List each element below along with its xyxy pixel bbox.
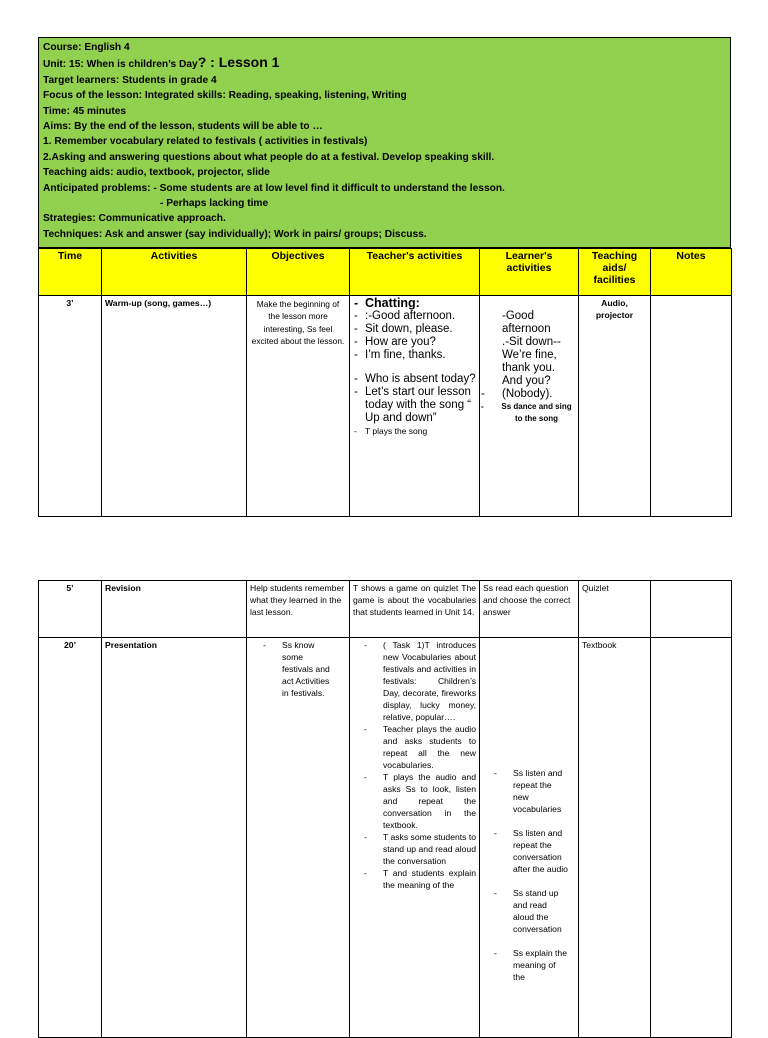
problems-line-2: - Perhaps lacking time (160, 198, 269, 210)
unit-question-mark: ? : (197, 54, 219, 71)
techniques-line: Techniques: Ask and answer (say individually); Work in pairs/ groups; Discuss. (43, 228, 427, 240)
learner-line: - Ss stand up and read aloud the conversation (493, 887, 568, 935)
revision-activity: Revision (102, 581, 247, 638)
learner-line: - Ss listen and repeat the new vocabularies (493, 767, 568, 815)
teacher-line: - How are you? (353, 336, 476, 349)
strategies-line: Strategies: Communicative approach. (43, 213, 226, 225)
col-time: Time (39, 249, 102, 296)
lesson-plan-table-continued (38, 580, 732, 1038)
unit-line (43, 55, 726, 72)
warmup-objective: Make the beginning of the lesson more interesting, Ss feel excited about the lesson. (247, 296, 350, 517)
learner-line: And you? (502, 375, 551, 387)
aims-line: Aims: By the end of the lesson, students will be able to … (43, 121, 323, 133)
teacher-line: - T and students explain the meaning of the (363, 867, 476, 891)
unit-text: Unit: 15: When is children’s Day (43, 59, 198, 71)
time-line: Time: 45 minutes (43, 105, 127, 117)
objective-line: - Ss know some festivals and act Activities in festivals. (262, 639, 332, 699)
teacher-line: - T asks some students to stand up and read aloud the conversation (363, 831, 476, 867)
warmup-activity: Warm-up (song, games…) (102, 296, 247, 517)
focus-line: Focus of the lesson: Integrated skills: Reading, speaking, listening, Writing (43, 90, 407, 102)
revision-objective: Help students remember what they learned in the last lesson. (247, 581, 350, 638)
col-learner: Learner's activities (480, 249, 579, 296)
warmup-notes (651, 296, 732, 517)
learner-line: - Ss dance and sing to the song (480, 401, 575, 425)
presentation-activity: Presentation (102, 638, 247, 1038)
target-line: Target learners: Students in grade 4 (43, 74, 217, 86)
warmup-learner (480, 296, 579, 517)
teacher-line: - I’m fine, thanks. (353, 349, 476, 362)
lesson-plan-table (38, 248, 732, 517)
learner-line: .-Sit down-- (502, 336, 561, 348)
revision-learner: Ss read each question and choose the correct answer (480, 581, 579, 638)
revision-aids: Quizlet (579, 581, 651, 638)
teacher-line: - Chatting: (353, 297, 476, 310)
teacher-line: - :-Good afternoon. (353, 310, 476, 323)
teacher-line: - Who is absent today? (353, 373, 476, 386)
table-header-row (39, 249, 732, 296)
teacher-line: - T plays the audio and asks Ss to look, listen and repeat the conversation in the textbook. (363, 771, 476, 831)
lesson-info-box (38, 37, 731, 248)
course-line: Course: English 4 (43, 42, 130, 53)
warmup-teacher (350, 296, 480, 517)
col-notes: Notes (651, 249, 732, 296)
col-aids: Teaching aids/ facilities (579, 249, 651, 296)
teaching-aids-line: Teaching aids: audio, textbook, projector, slide (43, 167, 270, 179)
teacher-line: - ( Task 1)T introduces new Vocabularies about festivals and activities in festivals: Children’s Day, decorate, fireworks display, lucky money, relative, popular…. (363, 639, 476, 723)
table-row (39, 581, 732, 638)
teacher-line: - Sit down, please. (353, 323, 476, 336)
learner-line: - Ss explain the meaning of the (493, 947, 568, 983)
learner-line: - Ss listen and repeat the conversation after the audio (493, 827, 568, 875)
presentation-notes (651, 638, 732, 1038)
presentation-time: 20’ (39, 638, 102, 1038)
presentation-teacher (350, 638, 480, 1038)
aim-2: 2.Asking and answering questions about what people do at a festival. Develop speaking skill. (43, 151, 495, 163)
teacher-line: - Let’s start our lesson today with the song “ Up and down” (353, 386, 476, 425)
aim-1: 1. Remember vocabulary related to festivals ( activities in festivals) (43, 136, 368, 148)
learner-line: - (Nobody). (480, 388, 575, 401)
learner-line: -Good afternoon (502, 310, 551, 335)
warmup-aids: Audio, projector (579, 296, 651, 517)
presentation-aids: Textbook (579, 638, 651, 1038)
col-activities: Activities (102, 249, 247, 296)
revision-teacher: T shows a game on quizlet The game is about the vocabularies that students learned in Unit 14. (350, 581, 480, 638)
col-objectives: Objectives (247, 249, 350, 296)
revision-notes (651, 581, 732, 638)
revision-time: 5’ (39, 581, 102, 638)
presentation-learner (480, 638, 579, 1038)
col-teacher: Teacher's activities (350, 249, 480, 296)
problems-line: Anticipated problems: - Some students are at low level find it difficult to understand the lesson. (43, 182, 505, 194)
table-row (39, 638, 732, 1038)
table-row (39, 296, 732, 517)
lesson-title: Lesson 1 (218, 54, 280, 71)
presentation-objective (247, 638, 350, 1038)
teacher-line: - T plays the song (353, 425, 476, 437)
learner-line: We’re fine, thank you. (502, 349, 557, 374)
warmup-time: 3’ (39, 296, 102, 517)
teacher-line: - Teacher plays the audio and asks students to repeat all the new vocabularies. (363, 723, 476, 771)
